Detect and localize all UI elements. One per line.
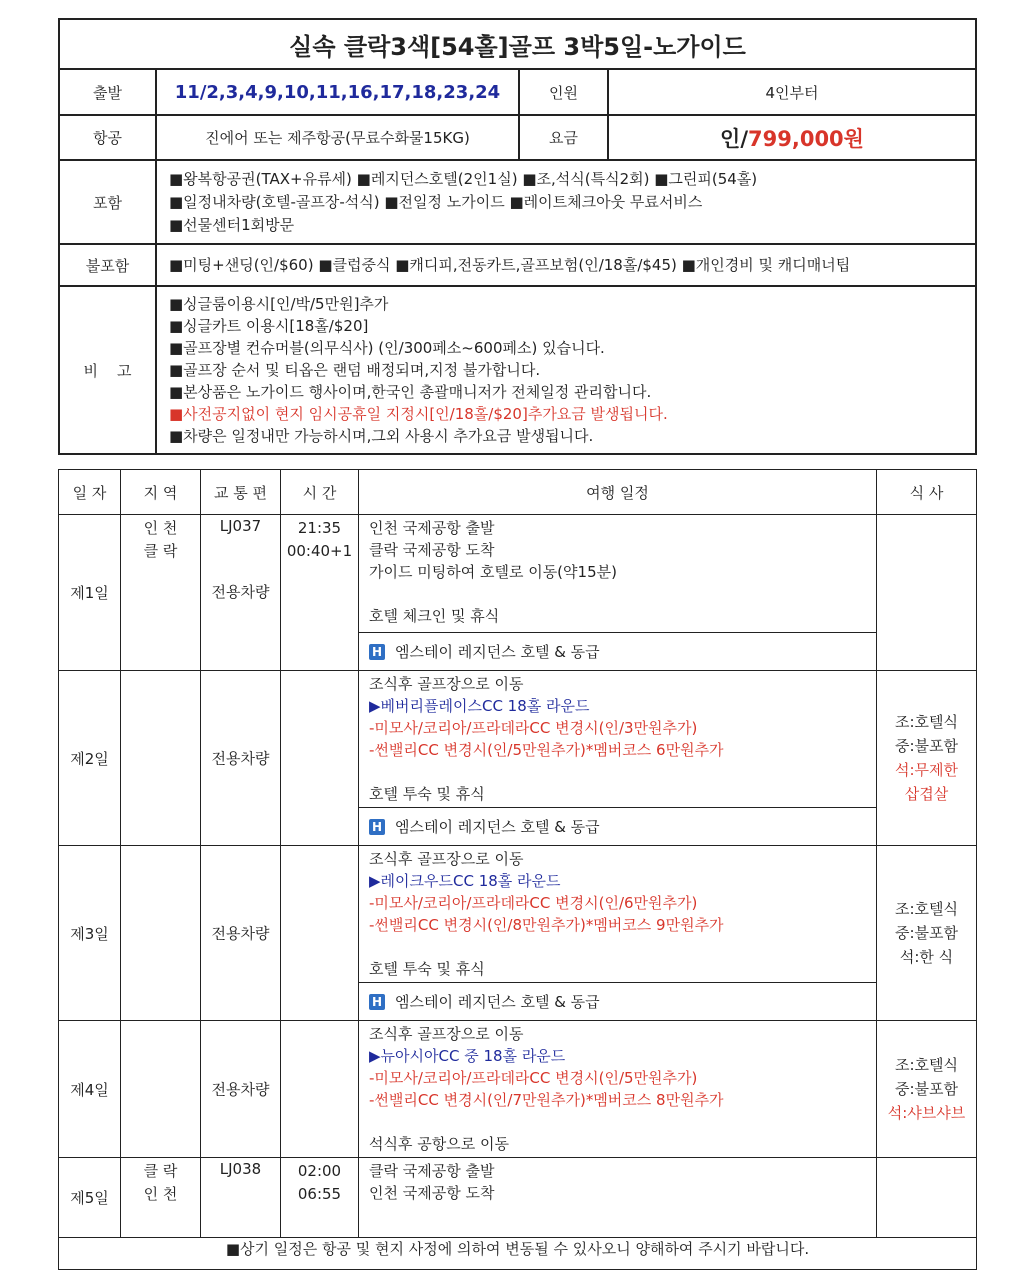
- region-name: 클 락: [143, 1162, 178, 1180]
- price-label: 요금: [519, 115, 608, 160]
- time-cell: [281, 1021, 359, 1158]
- region-name: 클 락: [143, 542, 178, 560]
- header-region: 지 역: [121, 470, 201, 515]
- note-line: ■골프장별 컨슈머블(의무식사) (인/300페소~600페소) 있습니다.: [169, 339, 605, 357]
- itinerary-line: -썬밸리CC 변경시(인/5만원추가)*멤버코스 6만원추가: [369, 741, 724, 759]
- itinerary-line: 클락 국제공항 출발: [369, 1162, 495, 1180]
- meal-line: 조:호텔식: [894, 900, 958, 918]
- itinerary-line: 조식후 골프장으로 이동: [369, 850, 524, 868]
- departure-label: 출발: [59, 69, 156, 115]
- time-value: 06:55: [297, 1185, 342, 1203]
- meals-cell: [877, 515, 977, 671]
- itinerary-line: [369, 1111, 866, 1133]
- include-label: 포함: [59, 160, 156, 244]
- day-row: [59, 846, 977, 1021]
- itinerary-line: [369, 583, 866, 605]
- notes-label: 비 고: [59, 286, 156, 454]
- price-prefix: 인/: [720, 126, 749, 151]
- itinerary-line: -미모사/코리아/프라데라CC 변경시(인/3만원추가): [369, 719, 698, 737]
- itinerary-line: [369, 761, 866, 783]
- itinerary-line: -미모사/코리아/프라데라CC 변경시(인/6만원추가): [369, 894, 698, 912]
- itinerary-line: 석식후 공항으로 이동: [369, 1135, 509, 1153]
- include-list: [156, 160, 976, 244]
- meal-line: 조:호텔식: [894, 713, 958, 731]
- region-cell: [121, 515, 201, 671]
- itinerary-lines: [359, 671, 876, 807]
- itinerary-line: -썬밸리CC 변경시(인/7만원추가)*멤버코스 8만원추가: [369, 1091, 724, 1109]
- header-time: 시 간: [281, 470, 359, 515]
- header-itinerary: 여행 일정: [359, 470, 877, 515]
- meal-line: 삽겹살: [904, 785, 949, 803]
- meal-line: 중:불포함: [894, 737, 958, 755]
- time-cell: [281, 515, 359, 671]
- region-name: 인 천: [143, 519, 178, 537]
- itinerary-line: -썬밸리CC 변경시(인/8만원추가)*멤버코스 9만원추가: [369, 916, 724, 934]
- hotel-name: 엠스테이 레지던스 호텔 & 동급: [395, 818, 600, 836]
- region-cell: [121, 1021, 201, 1158]
- transport-cell: [201, 671, 281, 846]
- meal-line: 석:한 식: [899, 948, 954, 966]
- day-label: 제1일: [59, 515, 121, 671]
- itinerary-line: 호텔 체크인 및 휴식: [369, 607, 500, 625]
- itinerary-line: [369, 936, 866, 958]
- itinerary-lines: [359, 1158, 876, 1237]
- itinerary-lines: [359, 1021, 876, 1157]
- exclude-list: ■미팅+샌딩(인/$60) ■클럽중식 ■캐디피,전동카트,골프보험(인/18홀/$45) ■개인경비 및 캐디매너팁: [156, 244, 976, 286]
- price-amount: 799,000원: [748, 126, 864, 151]
- time-cell: [281, 1158, 359, 1238]
- note-line: ■사전공지없이 현지 임시공휴일 지정시[인/18홀/$20]추가요금 발생됩니다.: [169, 405, 668, 423]
- itinerary-content: [359, 1158, 876, 1237]
- hotel-icon: H: [369, 644, 385, 660]
- hotel-row: [359, 632, 876, 670]
- note-line: ■싱글룸이용시[인/박/5만원]추가: [169, 295, 389, 313]
- day-label: 제5일: [59, 1158, 121, 1238]
- meal-line: 조:호텔식: [894, 1056, 958, 1074]
- day-row: [59, 671, 977, 846]
- itinerary-content: [359, 671, 876, 845]
- itinerary-line: ▶뉴아시아CC 중 18홀 라운드: [369, 1047, 566, 1065]
- day-label: 제4일: [59, 1021, 121, 1158]
- airline-label: 항공: [59, 115, 156, 160]
- hotel-icon: H: [369, 994, 385, 1010]
- itinerary-content: [359, 515, 876, 670]
- time-cell: [281, 846, 359, 1021]
- itinerary-line: 가이드 미팅하여 호텔로 이동(약15분): [369, 563, 617, 581]
- airline-value: 진에어 또는 제주항공(무료수화물15KG): [156, 115, 519, 160]
- include-line: ■일정내차량(호텔-골프장-석식) ■전일정 노가이드 ■레이트체크아웃 무료서비스: [169, 192, 703, 211]
- departure-dates: 11/2,3,4,9,10,11,16,17,18,23,24: [156, 69, 519, 115]
- itinerary-cell: [359, 846, 877, 1021]
- itinerary-line: 조식후 골프장으로 이동: [369, 675, 524, 693]
- people-label: 인원: [519, 69, 608, 115]
- meals-cell: [877, 671, 977, 846]
- meal-line: 중:불포함: [894, 924, 958, 942]
- meals-cell: [877, 846, 977, 1021]
- day-row: [59, 515, 977, 671]
- include-line: ■선물센터1회방문: [169, 215, 295, 234]
- notes-list: [156, 286, 976, 454]
- itinerary-line: 인천 국제공항 출발: [369, 519, 495, 537]
- itinerary-line: 조식후 골프장으로 이동: [369, 1025, 524, 1043]
- itinerary-line: 클락 국제공항 도착: [369, 541, 495, 559]
- people-value: 4인부터: [608, 69, 976, 115]
- vehicle-label: 전용차량: [211, 1080, 270, 1099]
- product-summary-table: [58, 18, 977, 455]
- header-day: 일 자: [59, 470, 121, 515]
- flight-number: LJ038: [219, 1160, 262, 1178]
- note-line: ■골프장 순서 및 티옵은 랜덤 배정되며,지정 불가합니다.: [169, 361, 541, 379]
- itinerary-lines: [359, 846, 876, 982]
- itinerary-line: 호텔 투숙 및 휴식: [369, 960, 485, 978]
- itinerary-cell: [359, 671, 877, 846]
- itinerary-line: ▶베버리플레이스CC 18홀 라운드: [369, 697, 590, 715]
- meal-line: 중:불포함: [894, 1080, 958, 1098]
- note-line: ■차량은 일정내만 가능하시며,그외 사용시 추가요금 발생됩니다.: [169, 427, 594, 445]
- time-cell: [281, 671, 359, 846]
- transport-cell: [201, 515, 281, 671]
- include-line: ■왕복항공권(TAX+유류세) ■레지던스호텔(2인1실) ■조,석식(특식2회) ■그린피(54홀): [169, 169, 758, 188]
- meals-cell: [877, 1158, 977, 1238]
- day-label: 제3일: [59, 846, 121, 1021]
- vehicle-label: 전용차량: [211, 924, 270, 943]
- time-value: 02:00: [297, 1162, 342, 1180]
- time-value: 21:35: [297, 519, 342, 537]
- itinerary-line: ▶레이크우드CC 18홀 라운드: [369, 872, 561, 890]
- itinerary-cell: [359, 1158, 877, 1238]
- footer-notice: ■상기 일정은 항공 및 현지 사정에 의하여 변동될 수 있사오니 양해하여 주시기 바랍니다.: [59, 1238, 977, 1270]
- flight-number: LJ037: [219, 517, 262, 535]
- hotel-name: 엠스테이 레지던스 호텔 & 동급: [395, 643, 600, 661]
- hotel-row: [359, 807, 876, 845]
- vehicle-label: 전용차량: [211, 583, 270, 601]
- meals-cell: [877, 1021, 977, 1158]
- hotel-row: [359, 982, 876, 1020]
- vehicle-label: 전용차량: [211, 749, 270, 768]
- meal-line: 석:무제한: [894, 761, 958, 779]
- region-name: 인 천: [143, 1185, 178, 1203]
- note-line: ■본상품은 노가이드 행사이며,한국인 총괄매니저가 전체일정 관리합니다.: [169, 383, 652, 401]
- itinerary-lines: [359, 515, 876, 632]
- itinerary-line: 인천 국제공항 도착: [369, 1184, 495, 1202]
- itinerary-content: [359, 1021, 876, 1157]
- itinerary-line: 호텔 투숙 및 휴식: [369, 785, 485, 803]
- price-value: [608, 115, 976, 160]
- region-cell: [121, 846, 201, 1021]
- hotel-icon: H: [369, 819, 385, 835]
- note-line: ■싱글카트 이용시[18홀/$20]: [169, 317, 369, 335]
- transport-cell: [201, 846, 281, 1021]
- meal-line: 석:샤브샤브: [887, 1104, 966, 1122]
- transport-cell: [201, 1158, 281, 1238]
- page-title: 실속 클락3색[54홀]골프 3박5일-노가이드: [59, 19, 976, 69]
- region-cell: [121, 671, 201, 846]
- hotel-name: 엠스테이 레지던스 호텔 & 동급: [395, 993, 600, 1011]
- itinerary-cell: [359, 1021, 877, 1158]
- time-value: 00:40+1: [286, 542, 353, 560]
- transport-cell: [201, 1021, 281, 1158]
- header-meals: 식 사: [877, 470, 977, 515]
- day-row: [59, 1021, 977, 1158]
- day-label: 제2일: [59, 671, 121, 846]
- day-row: [59, 1158, 977, 1238]
- itinerary-table: [58, 469, 977, 1270]
- itinerary-content: [359, 846, 876, 1020]
- region-cell: [121, 1158, 201, 1238]
- itinerary-cell: [359, 515, 877, 671]
- itinerary-header-row: [59, 470, 977, 515]
- header-transport: 교 통 편: [201, 470, 281, 515]
- itinerary-line: -미모사/코리아/프라데라CC 변경시(인/5만원추가): [369, 1069, 698, 1087]
- exclude-label: 불포함: [59, 244, 156, 286]
